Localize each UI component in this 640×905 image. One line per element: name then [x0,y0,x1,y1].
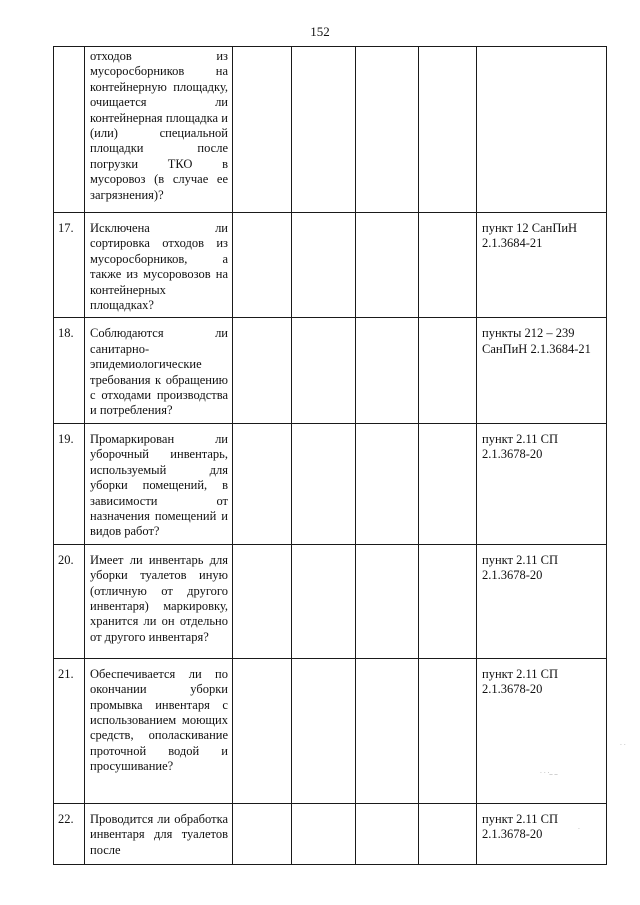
blank-cell [292,318,356,423]
row-question: Промаркирован ли уборочный инвентарь, используемый для уборки помещений, в зависимости от назначения помещений и видов работ? [85,423,233,544]
blank-cell [292,423,356,544]
scan-speck: · [578,826,580,833]
blank-cell [292,213,356,318]
blank-cell [292,658,356,803]
blank-cell [233,213,292,318]
row-number: 20. [54,544,85,658]
blank-cell [419,213,477,318]
row-number [54,47,85,213]
blank-cell [292,544,356,658]
blank-cell [356,213,419,318]
blank-cell [356,544,419,658]
row-reference: пункт 2.11 СП 2.1.3678-20 [477,658,607,803]
blank-cell [419,544,477,658]
row-reference: пункт 12 СанПиН 2.1.3684-21 [477,213,607,318]
row-question: Соблюдаются ли санитарно-эпидемиологические требования к обращению с отходами производства и потребления? [85,318,233,423]
row-question: Имеет ли инвентарь для уборки туалетов иную (отличную от другого инвентаря) маркировку, хранится ли он отдельно от другого инвентаря? [85,544,233,658]
row-question: отходов из мусоросборников на контейнерную площадку, очищается ли контейнерная площадка и (или) специальной площадки после погрузки ТКО в мусоровоз (в случае ее загрязнения)? [85,47,233,213]
row-question: Проводится ли обработка инвентаря для туалетов после [85,803,233,864]
blank-cell [233,544,292,658]
blank-cell [356,658,419,803]
page-number: 152 [310,24,330,39]
table-row [54,213,607,318]
row-question: Исключена ли сортировка отходов из мусоросборников, а также из мусоровозов на контейнерных площадках? [85,213,233,318]
blank-cell [233,47,292,213]
blank-cell [419,423,477,544]
row-reference: пункты 212 – 239 СанПиН 2.1.3684-21 [477,318,607,423]
row-number: 19. [54,423,85,544]
blank-cell [356,47,419,213]
table-row [54,544,607,658]
row-reference: пункт 2.11 СП 2.1.3678-20 [477,803,607,864]
blank-cell [233,658,292,803]
blank-cell [356,423,419,544]
blank-cell [419,803,477,864]
row-question: Обеспечивается ли по окончании уборки промывка инвентаря с использованием моющих средств, ополаскивание проточной водой и просушивание? [85,658,233,803]
blank-cell [233,803,292,864]
blank-cell [233,423,292,544]
row-reference [477,47,607,213]
row-number: 18. [54,318,85,423]
row-reference: пункт 2.11 СП 2.1.3678-20 [477,423,607,544]
table-row [54,47,607,213]
row-number: 21. [54,658,85,803]
table-row [54,803,607,864]
blank-cell [356,318,419,423]
table-row [54,318,607,423]
blank-cell [233,318,292,423]
row-number: 22. [54,803,85,864]
row-number: 17. [54,213,85,318]
table-row [54,423,607,544]
checklist-table [53,46,607,865]
row-reference: пункт 2.11 СП 2.1.3678-20 [477,544,607,658]
blank-cell [419,47,477,213]
blank-cell [419,318,477,423]
blank-cell [356,803,419,864]
table-row [54,658,607,803]
blank-cell [292,47,356,213]
blank-cell [419,658,477,803]
blank-cell [292,803,356,864]
scan-speck: · · [620,742,626,749]
scan-speck: . . ._ _ [540,768,558,775]
